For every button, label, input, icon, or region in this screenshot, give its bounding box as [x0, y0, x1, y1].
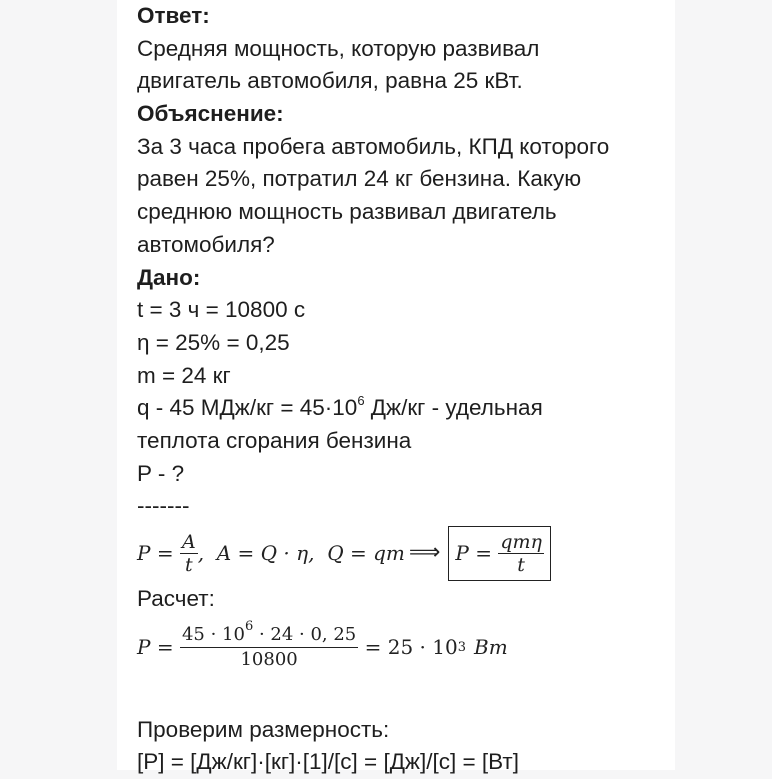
solution-content: [137, 0, 667, 779]
given-heat-value-base: q - 45 МДж/кг = 45·10: [137, 395, 358, 421]
calc-numerator: [180, 619, 358, 648]
implies-arrow: ⟹: [408, 539, 441, 565]
calc-power-symbol: P: [137, 635, 151, 660]
explanation-heading: Объяснение:: [137, 101, 284, 127]
dimension-check-formula: [P] = [Дж/кг]·[кг]·[1]/[с] = [Дж]/[с] = [Вт]: [137, 749, 519, 775]
given-heat-value-description: теплота сгорания бензина: [137, 427, 412, 453]
boxed-denominator: t: [517, 553, 525, 576]
given-heat-value: [137, 392, 667, 425]
problem-text-line: За 3 часа пробега автомобиль, КПД которого: [137, 133, 610, 159]
calc-equals: =: [150, 635, 180, 660]
calculation-heading: Расчет:: [137, 586, 215, 611]
blank-line: [137, 680, 667, 714]
answer-text-line: Средняя мощность, которую развивал: [137, 35, 540, 61]
boxed-equals: =: [468, 540, 499, 565]
work-over-time-fraction: [180, 531, 198, 576]
formula-relations: , A = Q · η, Q = qm: [197, 540, 405, 565]
given-heading: Дано:: [137, 264, 201, 290]
find-quantity: P - ?: [137, 460, 185, 486]
fraction-numerator: A: [181, 530, 196, 553]
problem-text-line: автомобиля?: [137, 231, 275, 257]
formula-equals: =: [150, 540, 180, 565]
calc-unit: Вт: [474, 635, 508, 660]
given-heat-value-exponent: 6: [357, 393, 365, 409]
separator-line: -------: [137, 493, 190, 519]
calc-numerator-exponent: 6: [244, 619, 254, 635]
calc-result: = 25 · 10: [358, 635, 458, 660]
problem-text-line: равен 25%, потратил 24 кг бензина. Какую: [137, 166, 582, 192]
calc-numerator-rest: · 24 · 0, 25: [253, 624, 357, 646]
power-formula: [137, 523, 667, 583]
given-mass: m = 24 кг: [137, 362, 231, 388]
given-time: t = 3 ч = 10800 с: [137, 297, 306, 323]
answer-text-line: двигатель автомобиля, равна 25 кВт.: [137, 68, 523, 94]
boxed-numerator: qmη: [500, 530, 542, 553]
calc-numerator-base: 45 · 10: [181, 624, 245, 646]
given-efficiency: η = 25% = 0,25: [137, 329, 290, 355]
calc-denominator: 10800: [240, 649, 298, 671]
boxed-result-formula: [448, 526, 551, 581]
given-heat-value-unit: Дж/кг - удельная: [364, 395, 543, 421]
answer-heading: Ответ:: [137, 3, 210, 28]
calculation-fraction: [180, 619, 358, 672]
calculation-formula: P = $\frac{45 \cdot 10^6 \cdot 24 \cdot 0, 25}{10800}$ = 25 · 10 3 Вт: [137, 619, 508, 671]
boxed-fraction: [498, 531, 544, 576]
formula-power-symbol: P: [137, 540, 151, 565]
dimension-check-heading: Проверим размерность:: [137, 716, 390, 742]
boxed-power-symbol: P: [455, 540, 469, 565]
fraction-denominator: t: [185, 553, 193, 576]
problem-text-line: среднюю мощность развивал двигатель: [137, 199, 557, 225]
